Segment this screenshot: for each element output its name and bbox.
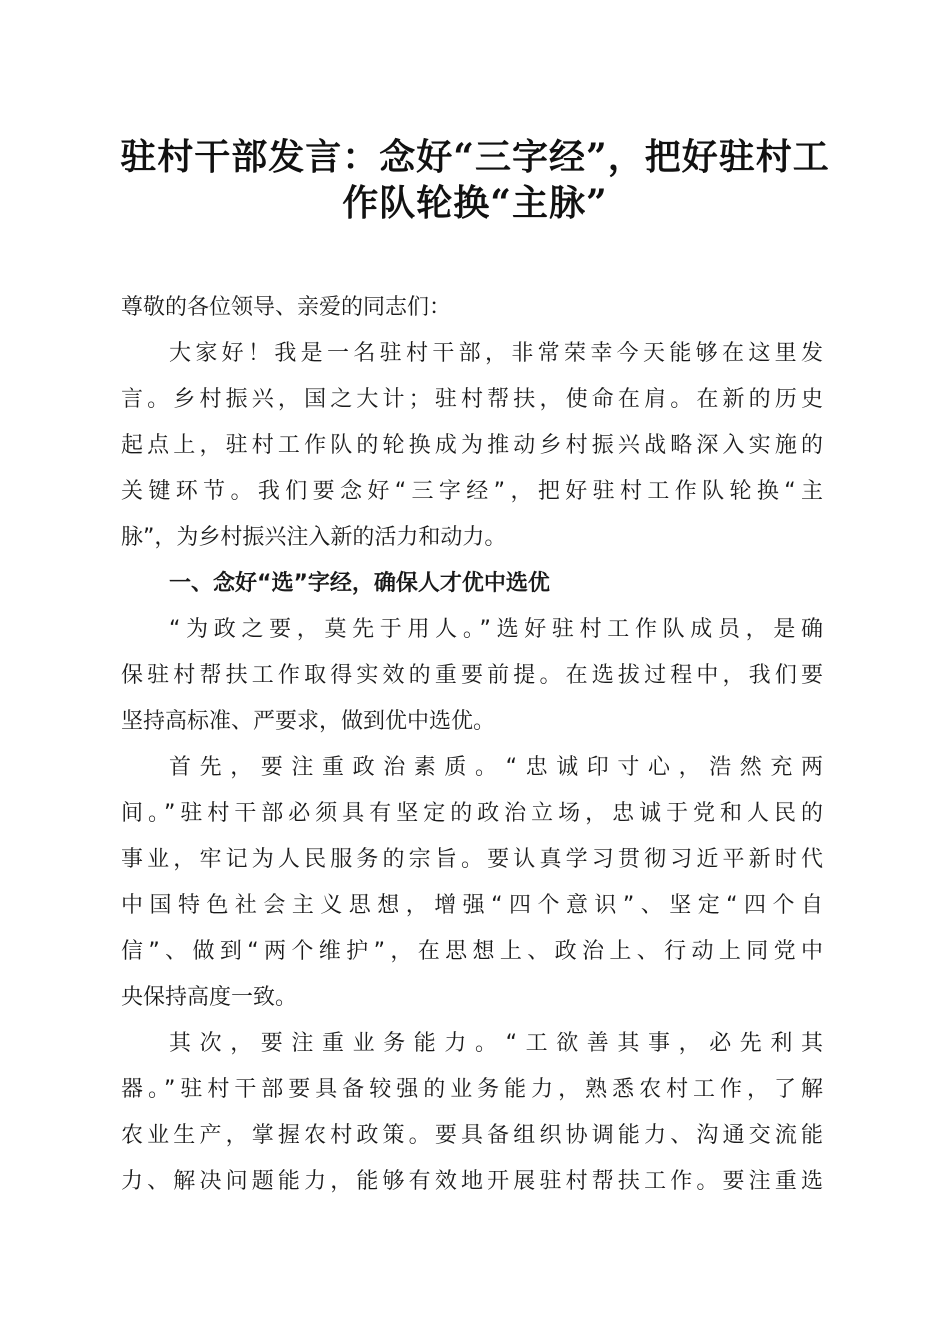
paragraph-line: 事业，牢记为人民服务的宗旨。要认真学习贯彻习近平新时代 <box>121 847 823 872</box>
paragraph-line: “为政之要，莫先于用人。”选好驻村工作队成员，是确 <box>169 617 823 642</box>
paragraph-line: 首先，要注重政治素质。“忠诚印寸心，浩然充两 <box>169 755 823 780</box>
section-heading: 一、念好“选”字经，确保人才优中选优 <box>169 571 550 596</box>
paragraph-line: 起点上，驻村工作队的轮换成为推动乡村振兴战略深入实施的 <box>121 433 823 458</box>
salutation: 尊敬的各位领导、亲爱的同志们： <box>121 295 452 320</box>
paragraph-line: 关键环节。我们要念好“三字经”，把好驻村工作队轮换“主 <box>121 479 823 504</box>
paragraph-line: 间。”驻村干部必须具有坚定的政治立场，忠诚于党和人民的 <box>121 801 823 826</box>
title-line-2: 作队轮换“主脉” <box>342 182 608 224</box>
document-title <box>110 134 840 226</box>
paragraph-line: 大家好！我是一名驻村干部，非常荣幸今天能够在这里发 <box>169 341 823 366</box>
paragraph-line: 中国特色社会主义思想，增强“四个意识”、坚定“四个自 <box>121 893 823 918</box>
paragraph-line: 保驻村帮扶工作取得实效的重要前提。在选拔过程中，我们要 <box>121 663 823 688</box>
paragraph-line: 力、解决问题能力，能够有效地开展驻村帮扶工作。要注重选 <box>121 1169 823 1194</box>
paragraph-line: 信”、做到“两个维护”，在思想上、政治上、行动上同党中 <box>121 939 823 964</box>
paragraph-line: 农业生产，掌握农村政策。要具备组织协调能力、沟通交流能 <box>121 1123 823 1148</box>
paragraph-line: 央保持高度一致。 <box>121 985 298 1010</box>
paragraph-line: 其次，要注重业务能力。“工欲善其事，必先利其 <box>169 1031 823 1056</box>
paragraph-line: 坚持高标准、严要求，做到优中选优。 <box>121 709 496 734</box>
title-line-1: 驻村干部发言：念好“三字经”，把好驻村工 <box>120 136 830 178</box>
paragraph-line: 脉”，为乡村振兴注入新的活力和动力。 <box>121 525 507 550</box>
document-body <box>121 285 823 1205</box>
paragraph-line: 言。乡村振兴，国之大计；驻村帮扶，使命在肩。在新的历史 <box>121 387 823 412</box>
paragraph-line: 器。”驻村干部要具备较强的业务能力，熟悉农村工作，了解 <box>121 1077 823 1102</box>
